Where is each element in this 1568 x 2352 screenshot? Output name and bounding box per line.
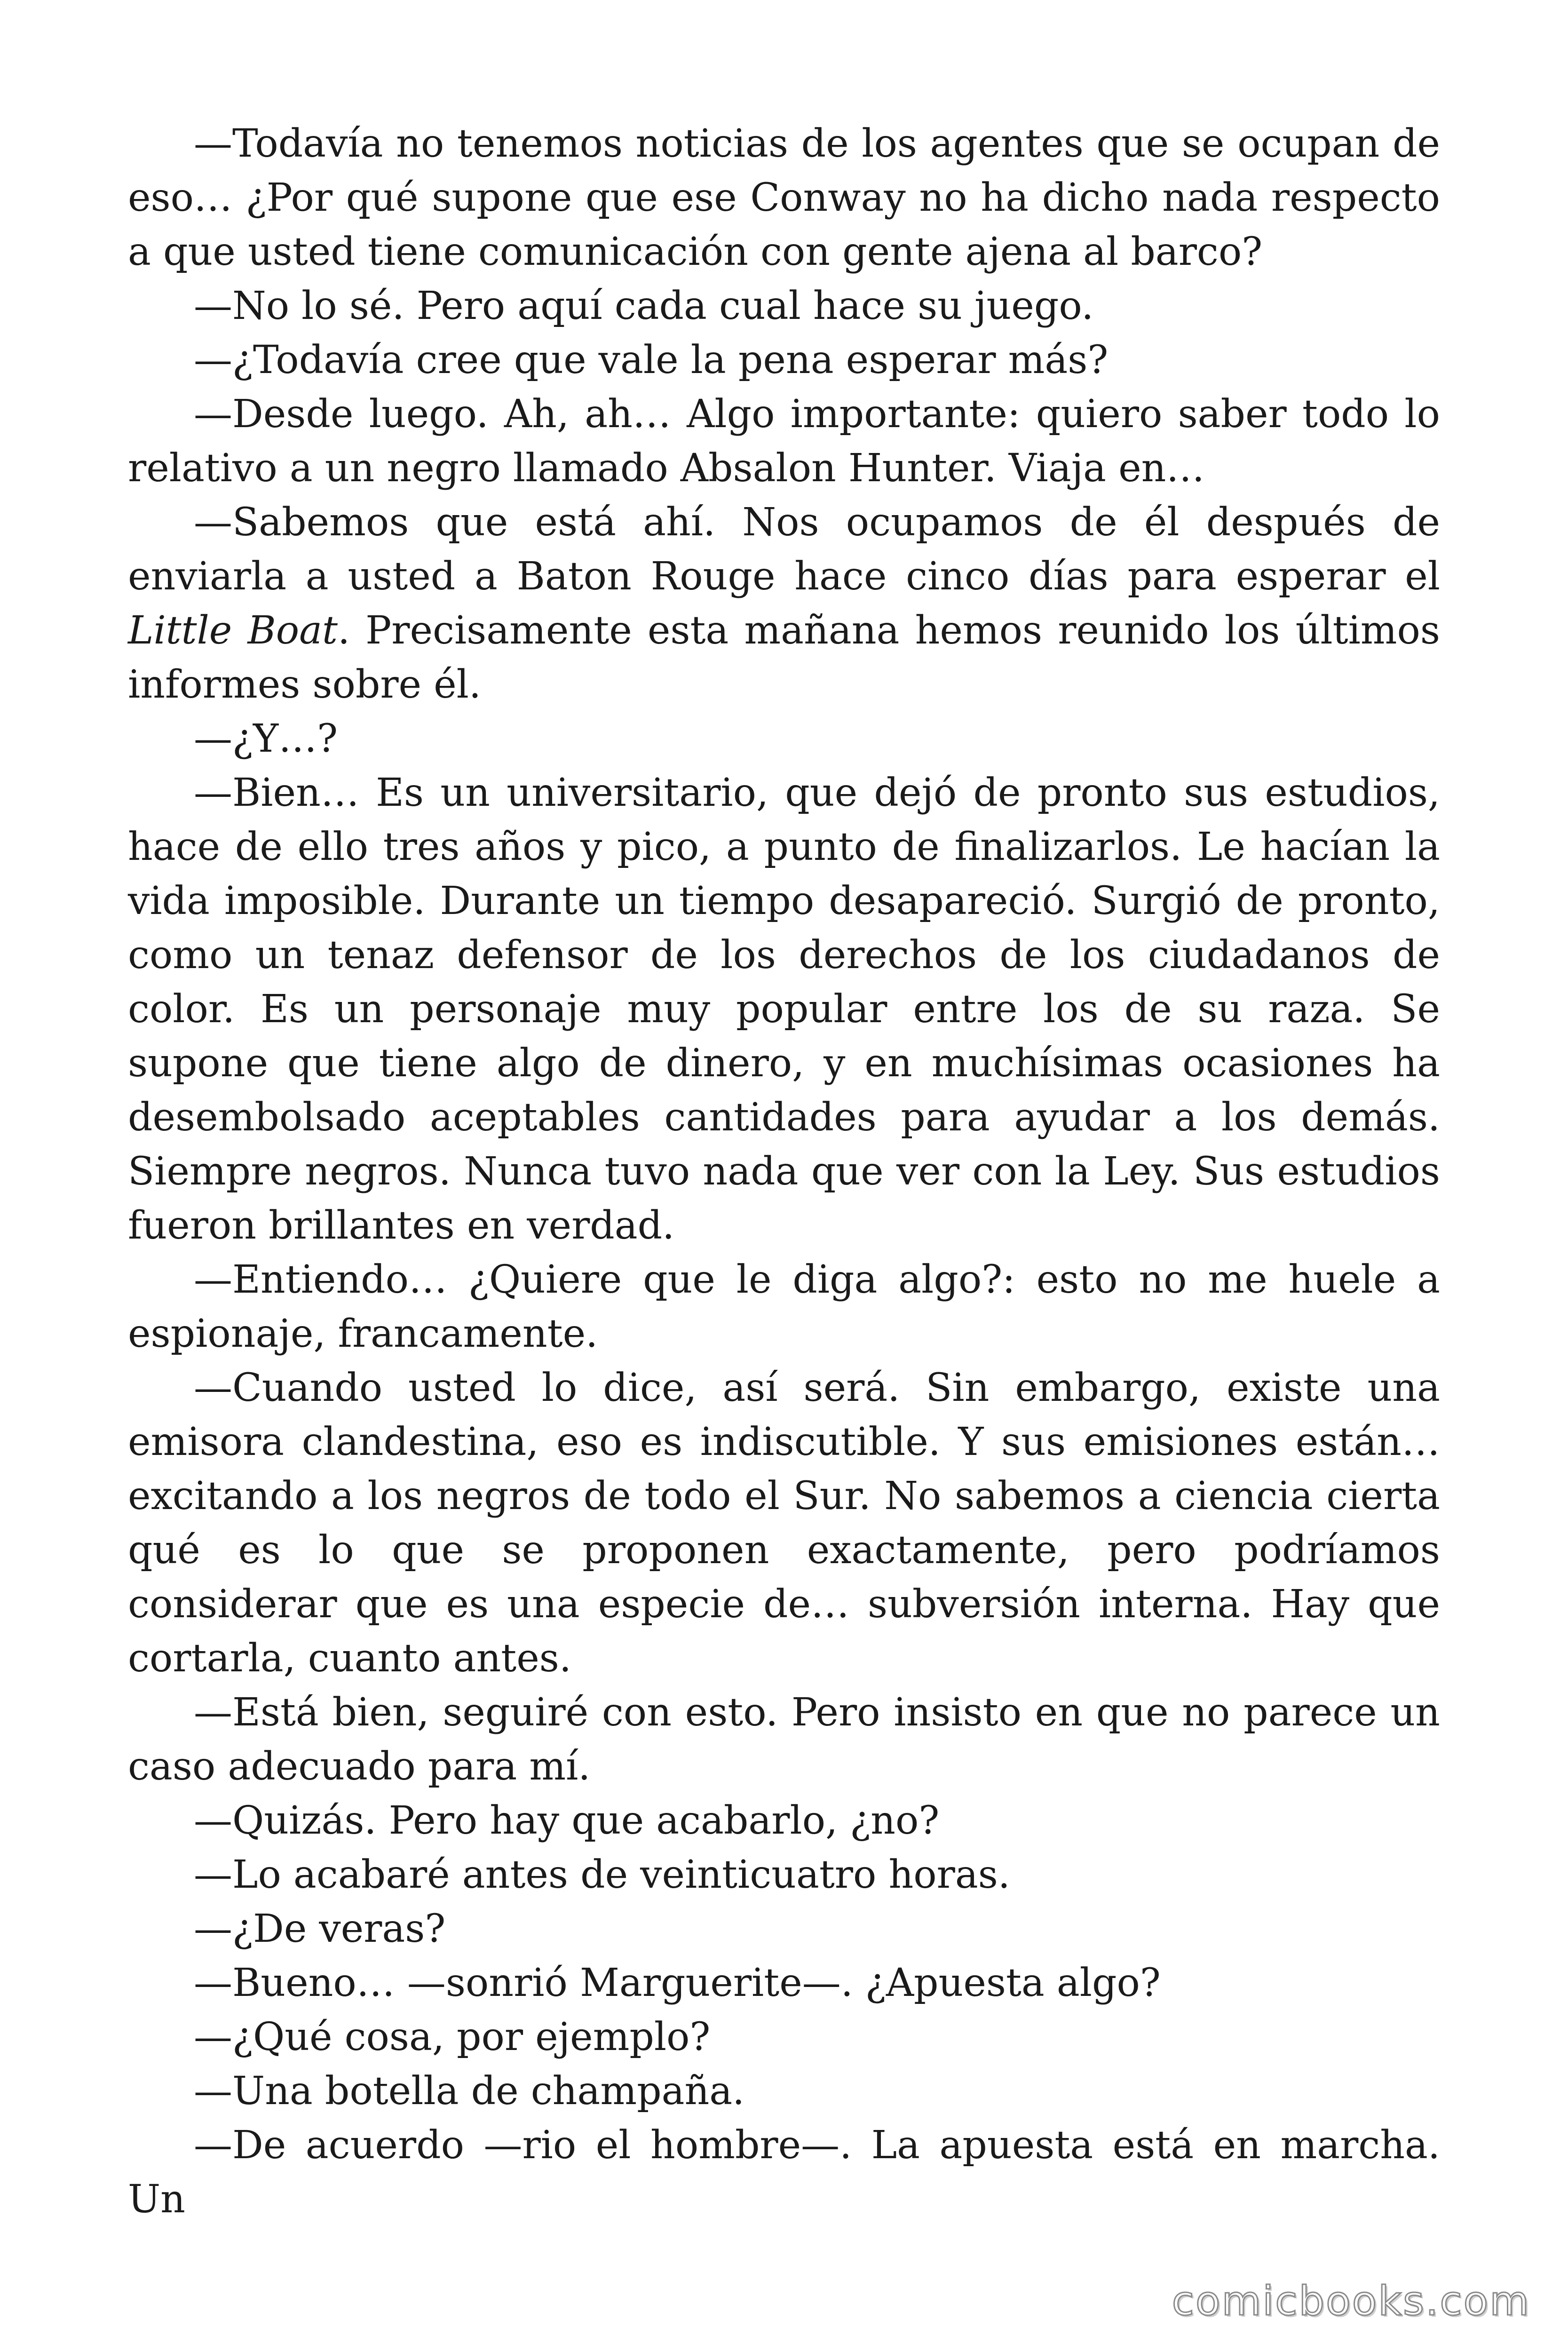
paragraph-10: —Está bien, seguiré con esto. Pero insisto en que no parece un caso adecuado para mí.: [128, 1690, 1440, 1789]
paragraph-4: —Desde luego. Ah, ah… Algo importante: quiero saber todo lo relativo a un negro llamado Absalon Hunter. Viaja en…: [128, 392, 1440, 491]
paragraph-15: —¿Qué cosa, por ejemplo?: [194, 2015, 711, 2059]
paragraph-12: —Lo acabaré antes de veinticuatro horas.: [194, 1852, 1010, 1897]
paragraph-13: —¿De veras?: [194, 1907, 446, 1951]
watermark-logo: comicbooks.com: [1172, 2278, 1530, 2325]
paragraph-16: —Una botella de champaña.: [194, 2069, 745, 2114]
page-body-text: [128, 117, 1440, 2226]
paragraph-2: —No lo sé. Pero aquí cada cual hace su juego.: [194, 284, 1094, 328]
paragraph-17: —De acuerdo —rio el hombre—. La apuesta está en marcha. Un: [128, 2123, 1440, 2222]
paragraph-8: —Entiendo… ¿Quiere que le diga algo?: esto no me huele a espionaje, francamente.: [128, 1257, 1440, 1356]
paragraph-1: —Todavía no tenemos noticias de los agentes que se ocupan de eso… ¿Por qué supone que ese Conway no ha dicho nada respecto a que usted tiene comunicación con gente ajena al barco?: [128, 121, 1440, 274]
paragraph-5-after: . Precisamente esta mañana hemos reunido los últimos informes sobre él.: [128, 608, 1440, 707]
paragraph-9: —Cuando usted lo dice, así será. Sin embargo, existe una emisora clandestina, eso es indiscutible. Y sus emisiones están… excitando a los negros de todo el Sur. No sabemos a ciencia cierta qué es lo que se proponen exactamente, pero podríamos considerar que es una especie de… subversión interna. Hay que cortarla, cuanto antes.: [128, 1366, 1440, 1681]
paragraph-14: —Bueno… —sonrió Marguerite—. ¿Apuesta algo?: [194, 1961, 1161, 2005]
paragraph-5: [128, 495, 1440, 712]
paragraph-7: —Bien… Es un universitario, que dejó de pronto sus estudios, hace de ello tres años y pico, a punto de finalizarlos. Le hacían la vida imposible. Durante un tiempo desapareció. Surgió de pronto, como un tenaz defensor de los derechos de los ciudadanos de color. Es un personaje muy popular entre los de su raza. Se supone que tiene algo de dinero, y en muchísimas ocasiones ha desembolsado aceptables cantidades para ayudar a los demás. Siempre negros. Nunca tuvo nada que ver con la Ley. Sus estudios fueron brillantes en verdad.: [128, 771, 1440, 1248]
boat-name-italic: Little Boat: [128, 608, 338, 653]
paragraph-5-before: —Sabemos que está ahí. Nos ocupamos de él después de enviarla a usted a Baton Rouge hace cinco días para esperar el: [128, 500, 1440, 599]
paragraph-6: —¿Y…?: [194, 716, 338, 761]
paragraph-11: —Quizás. Pero hay que acabarlo, ¿no?: [194, 1798, 940, 1843]
paragraph-3: —¿Todavía cree que vale la pena esperar más?: [194, 338, 1109, 382]
